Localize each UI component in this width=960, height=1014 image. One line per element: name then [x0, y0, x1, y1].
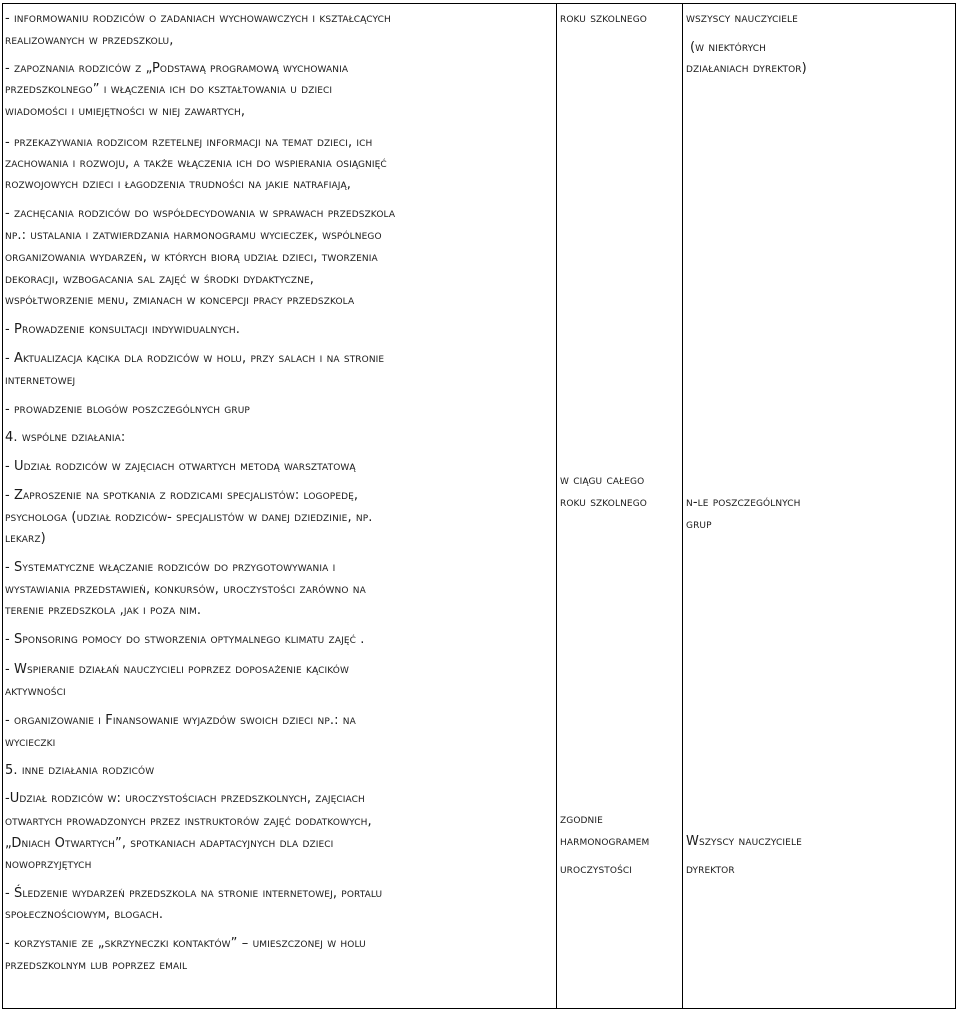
text-line: organizowania wydarzeń, w których biorą udział dzieci, tworzenia [5, 250, 378, 265]
table-frame [2, 3, 956, 1009]
text-line: przedszkolnym lub poprzez email [5, 958, 188, 973]
responsible-text: (w niektórych [690, 40, 766, 55]
text-line: - zapoznania rodziców z „Podstawą programową wychowania [5, 61, 349, 76]
text-line: aktywności [5, 684, 66, 699]
text-line: wiadomości i umiejętności w niej zawartych, [5, 104, 246, 119]
text-line: wystawiania przedstawień, konkursów, uroczystości zarówno na [5, 582, 366, 597]
text-line: terenie przedszkola ,jak i poza nim. [5, 603, 202, 618]
responsible-text: grup [686, 517, 712, 532]
text-line: -Udział rodziców w: uroczystościach przedszkolnych, zajęciach [5, 791, 365, 806]
text-line: nowoprzyjętych [5, 857, 92, 872]
text-line: psychologa (udział rodziców- specjalistów w danej dziedzinie, np. [5, 510, 373, 525]
text-line: np.: ustalania i zatwierdzania harmonogramu wycieczek, wspólnego [5, 228, 382, 243]
text-line: społecznościowym, blogach. [5, 907, 164, 922]
text-line: przedszkolnego” i włączenia ich do kształtowania u dzieci [5, 82, 333, 97]
responsible-text: wszyscy nauczyciele [686, 11, 798, 26]
text-line: - informowaniu rodziców o zadaniach wychowawczych i kształcących [5, 11, 391, 26]
text-line: - Sponsoring pomocy do stworzenia optymalnego klimatu zajęć . [5, 632, 365, 647]
text-line: realizowanych w przedszkolu, [5, 33, 174, 48]
text-line: - organizowanie i Finansowanie wyjazdów swoich dzieci np.: na [5, 713, 356, 728]
text-line: otwartych prowadzonych przez instruktorów zajęć dodatkowych, [5, 814, 372, 829]
text-line: współtworzenie menu, zmianach w koncepcji pracy przedszkola [5, 293, 355, 308]
text-line: - Zaproszenie na spotkania z rodzicami specjalistów: logopedę, [5, 488, 359, 503]
text-line: - Systematyczne włączanie rodziców do przygotowywania i [5, 560, 336, 575]
term-text: harmonogramem [560, 834, 650, 849]
text-line: internetowej [5, 373, 76, 388]
section-heading: 4. wspólne działania: [5, 430, 126, 445]
column-divider [556, 3, 557, 1009]
text-line: „Dniach Otwartych”, spotkaniach adaptacyjnych dla dzieci [5, 836, 334, 851]
column-divider [682, 3, 683, 1009]
text-line: - Wspieranie działań nauczycieli poprzez doposażenie kącików [5, 662, 349, 677]
text-line: - Aktualizacja kącika dla rodziców w holu, przy salach i na stronie [5, 351, 385, 366]
text-line: - korzystanie ze „skrzyneczki kontaktów” – umieszczonej w holu [5, 936, 366, 951]
text-line: - przekazywania rodzicom rzetelnej informacji na temat dzieci, ich [5, 135, 373, 150]
text-line: - Udział rodziców w zajęciach otwartych metodą warsztatową [5, 459, 356, 474]
text-line: - prowadzenie blogów poszczególnych grup [5, 402, 250, 417]
responsible-text: n-le poszczególnych [686, 495, 801, 510]
term-text: zgodnie [560, 812, 603, 827]
responsible-text: Wszyscy nauczyciele [686, 834, 802, 849]
text-line: rozwojowych dzieci i łagodzenia trudności na jakie natrafiają, [5, 177, 351, 192]
responsible-text: działaniach dyrektor) [686, 61, 807, 76]
responsible-text: dyrektor [686, 862, 735, 877]
section-heading: 5. inne działania rodziców [5, 763, 155, 778]
text-line: lekarz) [5, 531, 46, 546]
text-line: wycieczki [5, 735, 56, 750]
text-line: - Prowadzenie konsultacji indywidualnych. [5, 322, 240, 337]
term-text: roku szkolnego [560, 11, 647, 26]
term-text: uroczystości [560, 862, 633, 877]
text-line: - Śledzenie wydarzeń przedszkola na stronie internetowej, portalu [5, 886, 383, 901]
term-text: w ciągu całego [560, 473, 645, 488]
text-line: dekoracji, wzbogacania sal zajęć w środki dydaktyczne, [5, 272, 315, 287]
text-line: zachowania i rozwoju, a także włączenia ich do wspierania osiągnięć [5, 156, 387, 171]
text-line: - zachęcania rodziców do współdecydowania w sprawach przedszkola [5, 206, 396, 221]
term-text: roku szkolnego [560, 495, 647, 510]
